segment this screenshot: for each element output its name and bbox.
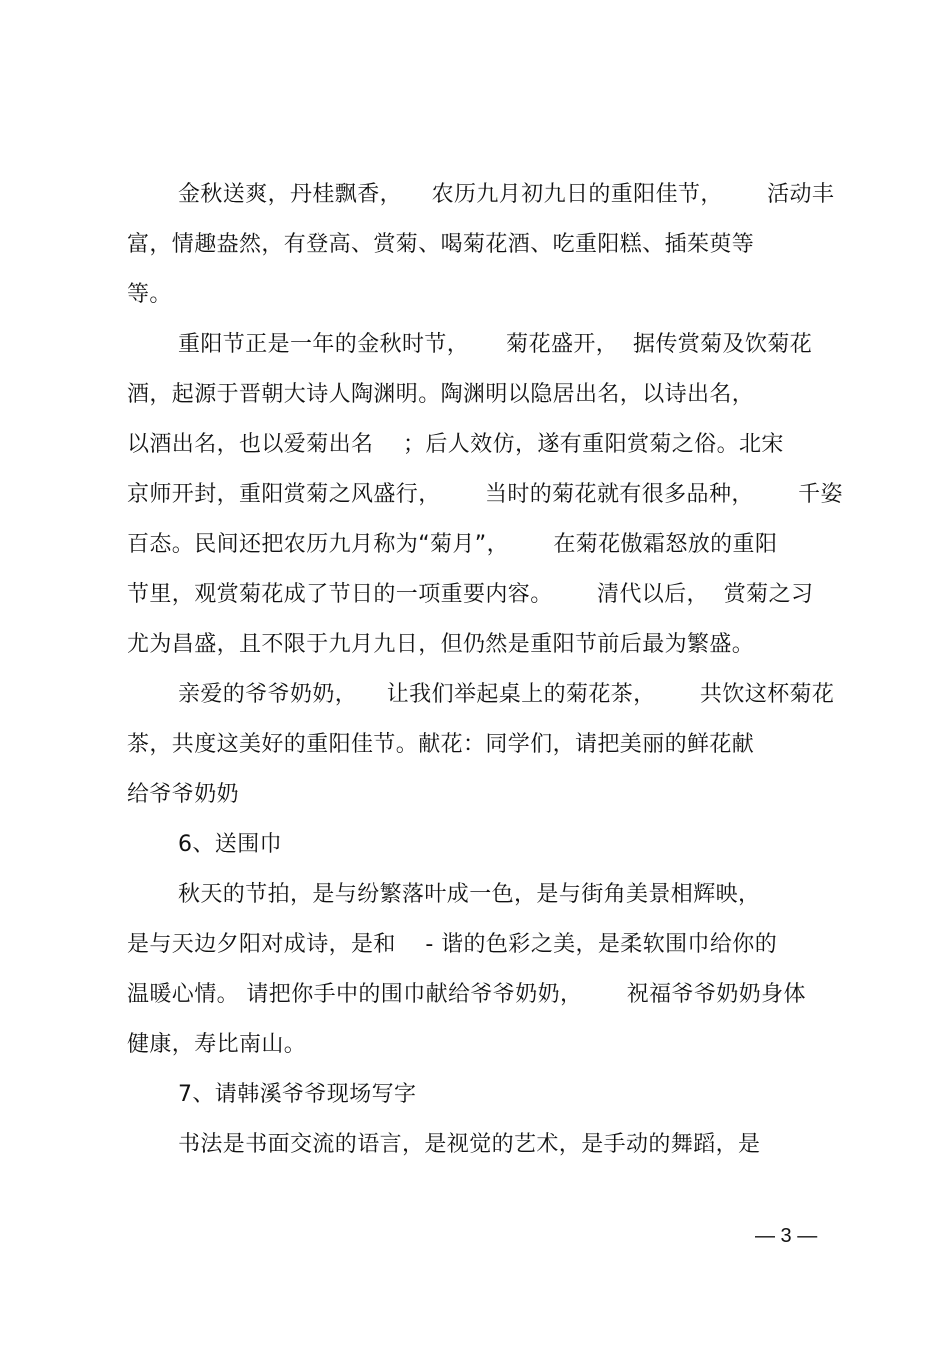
text-line: 健康，寿比南山。: [127, 1032, 307, 1057]
text-line: 节里，观赏菊花成了节日的一项重要内容。 清代以后， 赏菊之习: [127, 582, 814, 607]
section-heading: 7、请韩溪爷爷现场写字: [178, 1082, 417, 1107]
text-line: 酒，起源于晋朝大诗人陶渊明。陶渊明以隐居出名，以诗出名，: [127, 382, 755, 407]
text-line: 给爷爷奶奶: [127, 782, 240, 807]
text-line: 京师开封，重阳赏菊之风盛行， 当时的菊花就有很多品种， 千姿: [127, 482, 843, 507]
text-line: 百态。民间还把农历九月称为“菊月”， 在菊花傲霜怒放的重阳: [127, 532, 778, 557]
text-line: 茶，共度这美好的重阳佳节。献花：同学们，请把美丽的鲜花献: [127, 732, 755, 757]
text-line: 以酒出名，也以爱菊出名 ；后人效仿，遂有重阳赏菊之俗。北宋: [127, 432, 784, 457]
text-line: 尤为昌盛，且不限于九月九日，但仍然是重阳节前后最为繁盛。: [127, 632, 755, 657]
text-line: 金秋送爽，丹桂飘香， 农历九月初九日的重阳佳节， 活动丰: [178, 182, 835, 207]
text-line: 书法是书面交流的语言，是视觉的艺术，是手动的舞蹈，是: [178, 1132, 761, 1157]
text-line: 重阳节正是一年的金秋时节， 菊花盛开， 据传赏菊及饮菊花: [178, 332, 813, 357]
text-line: 富，情趣盎然，有登高、赏菊、喝菊花酒、吃重阳糕、插茱萸等: [127, 232, 755, 257]
text-line: 是与天边夕阳对成诗，是和 - 谐的色彩之美，是柔软围巾给你的: [127, 932, 778, 957]
text-line: 亲爱的爷爷奶奶， 让我们举起桌上的菊花茶， 共饮这杯菊花: [178, 682, 835, 707]
section-heading: 6、送围巾: [178, 832, 282, 857]
page-number: — 3 —: [755, 1225, 818, 1247]
text-line: 温暖心情。 请把你手中的围巾献给爷爷奶奶， 祝福爷爷奶奶身体: [127, 982, 806, 1007]
text-line: 秋天的节拍，是与纷繁落叶成一色，是与街角美景相辉映，: [178, 882, 761, 907]
text-line: 等。: [127, 282, 172, 307]
